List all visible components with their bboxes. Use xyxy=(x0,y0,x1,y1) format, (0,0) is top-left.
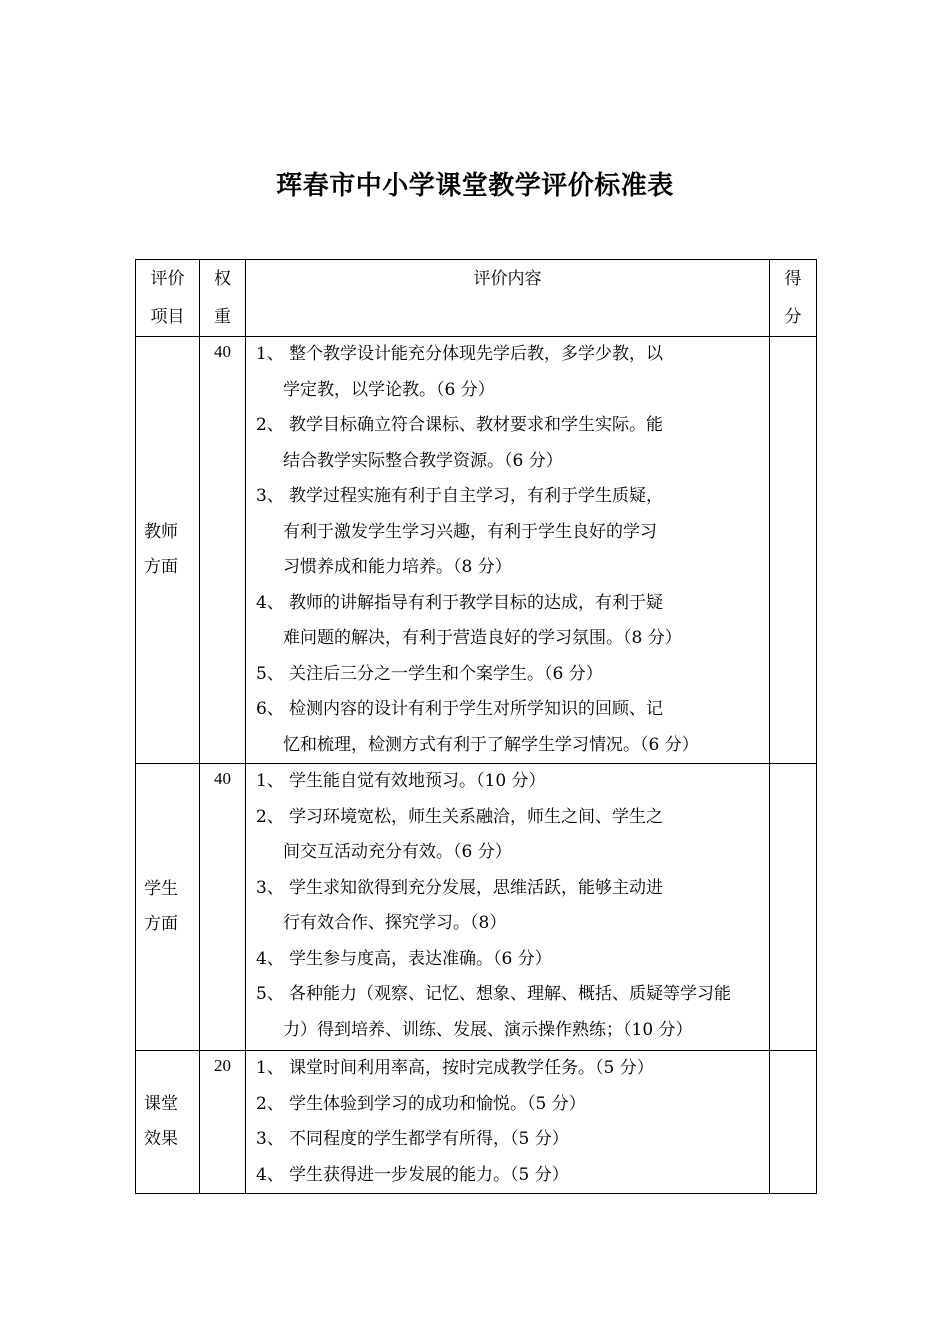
category-cell xyxy=(136,764,200,1051)
document-title: 珲春市中小学课堂教学评价标准表 xyxy=(276,171,674,201)
criteria-item xyxy=(256,871,769,942)
criteria-number: 3、 xyxy=(256,486,284,506)
criteria-text-line: 教学目标确立符合课标、教材要求和学生实际。能 xyxy=(289,415,663,435)
header-weight-line: 重 xyxy=(214,307,231,327)
criteria-number: 4、 xyxy=(256,592,284,613)
criteria-text xyxy=(283,408,769,479)
weight-value: 40 xyxy=(214,342,231,361)
criteria-text-line: 课堂时间利用率高，按时完成教学任务。（5 分） xyxy=(289,1058,654,1078)
criteria-text xyxy=(283,479,769,586)
category-cell xyxy=(136,337,200,764)
criteria-item xyxy=(256,586,769,657)
criteria-number: 5、 xyxy=(256,984,284,1004)
header-item-line: 评价 xyxy=(150,269,185,289)
criteria-text xyxy=(289,1087,769,1123)
criteria-text-line: 结合教学实际整合教学资源。（6 分） xyxy=(283,450,563,471)
criteria-text-line: 教师的讲解指导有利于教学目标的达成，有利于疑 xyxy=(289,592,663,613)
header-score xyxy=(770,260,817,337)
criteria-text-line: 学定教，以学论教。（6 分） xyxy=(283,379,495,400)
criteria-text-line: 学习环境宽松，师生关系融洽，师生之间、学生之 xyxy=(289,806,663,827)
weight-cell xyxy=(200,337,246,764)
criteria-item xyxy=(256,977,769,1048)
header-content xyxy=(246,260,770,337)
criteria-item xyxy=(256,1158,769,1194)
criteria-item xyxy=(256,800,769,871)
criteria-number: 1、 xyxy=(256,771,284,791)
section-row-teacher xyxy=(136,337,817,764)
criteria-text xyxy=(289,657,769,693)
criteria-text xyxy=(283,692,769,763)
category-label-line: 方面 xyxy=(144,914,178,934)
criteria-number: 2、 xyxy=(256,415,284,435)
score-cell xyxy=(770,764,817,1051)
section-row-student xyxy=(136,764,817,1051)
category-label-line: 效果 xyxy=(144,1129,178,1149)
criteria-item xyxy=(256,1122,769,1158)
criteria-text-line: 行有效合作、探究学习。（8） xyxy=(283,913,507,933)
criteria-number: 6、 xyxy=(256,699,284,719)
criteria-text-line: 学生体验到学习的成功和愉悦。（5 分） xyxy=(289,1093,586,1114)
criteria-text-line: 学生求知欲得到充分发展，思维活跃，能够主动进 xyxy=(289,877,663,898)
criteria-number: 2、 xyxy=(256,806,284,827)
criteria-item xyxy=(256,764,769,800)
criteria-text-line: 教学过程实施有利于自主学习，有利于学生质疑， xyxy=(289,486,663,506)
criteria-text-line: 力）得到培养、训练、发展、演示操作熟练；（10 分） xyxy=(283,1019,693,1040)
criteria-text xyxy=(289,764,769,800)
weight-value: 20 xyxy=(214,1056,231,1075)
criteria-number: 4、 xyxy=(256,1164,284,1185)
header-weight-line: 权 xyxy=(214,269,231,289)
content-cell xyxy=(246,764,770,1051)
score-cell xyxy=(770,337,817,764)
header-score-line: 分 xyxy=(784,307,802,327)
criteria-text-line: 习惯养成和能力培养。（8 分） xyxy=(283,557,512,577)
criteria-text xyxy=(289,1051,769,1087)
weight-value: 40 xyxy=(214,769,231,788)
criteria-text-line: 有利于激发学生学习兴趣，有利于学生良好的学习 xyxy=(283,521,657,542)
criteria-text xyxy=(283,586,769,657)
category-label-line: 方面 xyxy=(144,557,178,577)
criteria-number: 1、 xyxy=(256,344,284,364)
section-row-effect xyxy=(136,1051,817,1194)
criteria-item xyxy=(256,337,769,408)
criteria-number: 3、 xyxy=(256,1129,284,1149)
category-label-line: 教师 xyxy=(144,522,178,542)
criteria-number: 4、 xyxy=(256,948,284,969)
criteria-text xyxy=(289,942,769,978)
criteria-text xyxy=(283,337,769,408)
header-item-line: 项目 xyxy=(150,307,185,327)
criteria-text-line: 学生获得进一步发展的能力。（5 分） xyxy=(289,1164,569,1185)
header-content-label: 评价内容 xyxy=(473,269,542,289)
criteria-item xyxy=(256,408,769,479)
evaluation-table xyxy=(135,259,817,1194)
criteria-text xyxy=(283,871,769,942)
criteria-text-line: 各种能力（观察、记忆、想象、理解、概括、质疑等学习能 xyxy=(289,984,731,1004)
weight-cell xyxy=(200,764,246,1051)
weight-cell xyxy=(200,1051,246,1194)
criteria-text-line: 间交互活动充分有效。（6 分） xyxy=(283,842,512,862)
criteria-number: 5、 xyxy=(256,663,284,684)
content-cell xyxy=(246,337,770,764)
criteria-text-line: 忆和梳理，检测方式有利于了解学生学习情况。（6 分） xyxy=(283,734,699,755)
header-weight xyxy=(200,260,246,337)
header-score-line: 得 xyxy=(784,269,802,289)
criteria-number: 2、 xyxy=(256,1093,284,1114)
criteria-text-line: 不同程度的学生都学有所得，（5 分） xyxy=(289,1129,569,1149)
criteria-item xyxy=(256,942,769,978)
table-header-row xyxy=(136,260,817,337)
header-item xyxy=(136,260,200,337)
content-cell xyxy=(246,1051,770,1194)
criteria-text-line: 关注后三分之一学生和个案学生。（6 分） xyxy=(289,663,603,684)
criteria-number: 1、 xyxy=(256,1058,284,1078)
criteria-number: 3、 xyxy=(256,877,284,898)
criteria-text-line: 学生能自觉有效地预习。（10 分） xyxy=(289,771,546,791)
category-cell xyxy=(136,1051,200,1194)
criteria-item xyxy=(256,692,769,763)
criteria-text xyxy=(289,1158,769,1194)
score-cell xyxy=(770,1051,817,1194)
criteria-item xyxy=(256,657,769,693)
criteria-text xyxy=(283,977,769,1048)
category-label-line: 课堂 xyxy=(144,1094,178,1114)
criteria-item xyxy=(256,479,769,586)
criteria-text-line: 检测内容的设计有利于学生对所学知识的回顾、记 xyxy=(289,699,663,719)
criteria-text-line: 学生参与度高，表达准确。（6 分） xyxy=(289,948,552,969)
criteria-text xyxy=(289,1122,769,1158)
criteria-text-line: 整个教学设计能充分体现先学后教，多学少教，以 xyxy=(289,344,663,364)
criteria-text xyxy=(283,800,769,871)
criteria-text-line: 难问题的解决，有利于营造良好的学习氛围。（8 分） xyxy=(283,628,682,648)
category-label-line: 学生 xyxy=(144,879,178,899)
criteria-item xyxy=(256,1087,769,1123)
criteria-item xyxy=(256,1051,769,1087)
